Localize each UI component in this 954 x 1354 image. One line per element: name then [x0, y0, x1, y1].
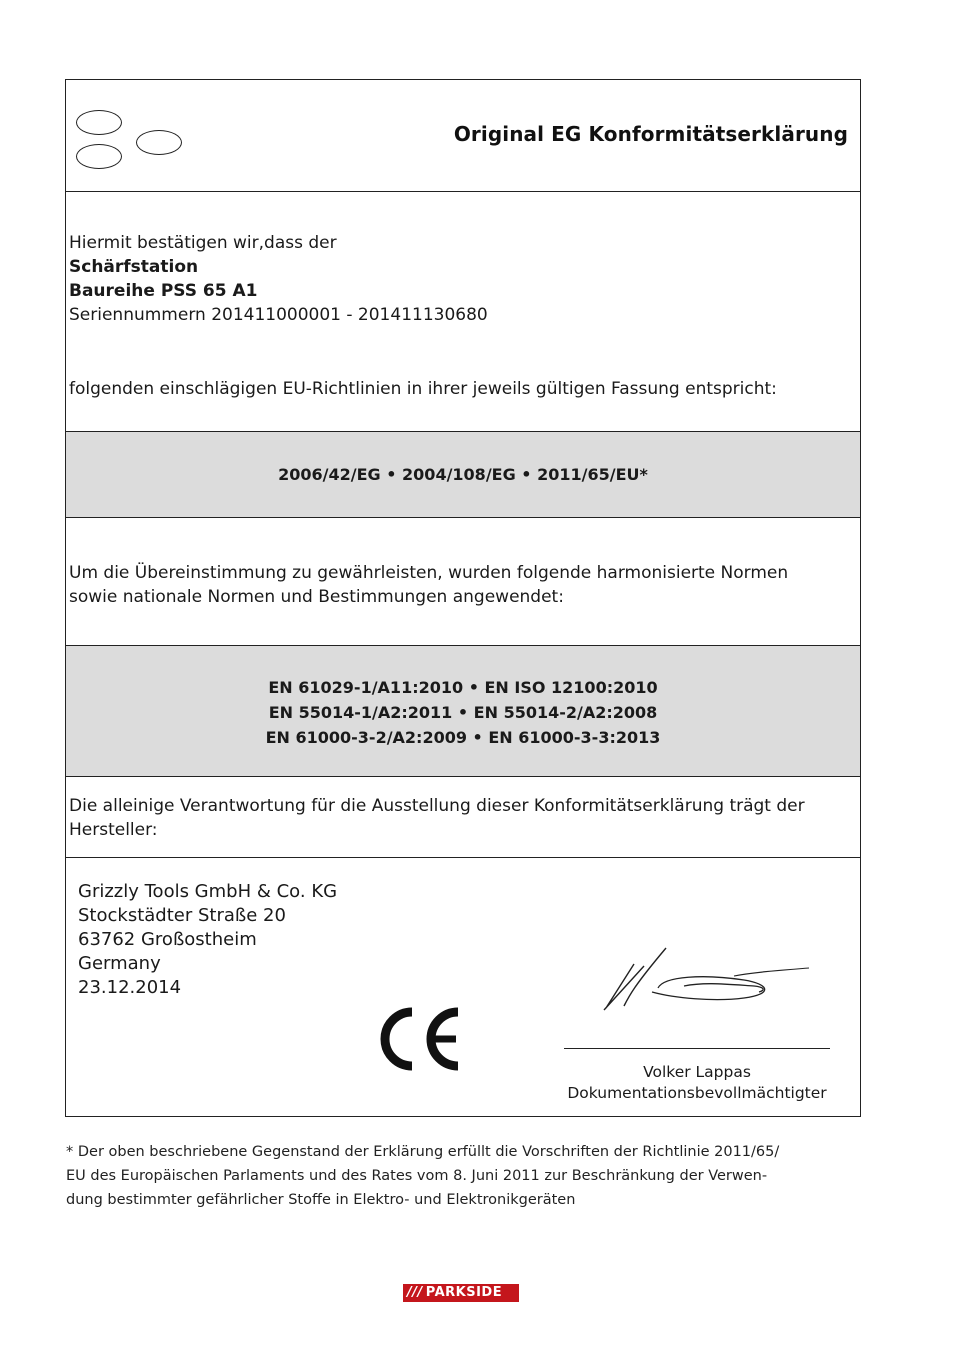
- logo-slashes: ///: [407, 1285, 423, 1300]
- serial-numbers: Seriennummern 201411000001 - 201411130680: [69, 305, 488, 325]
- ce-mark-icon: [376, 1006, 468, 1072]
- intro-section: [66, 192, 860, 432]
- language-oval-2: [76, 144, 122, 169]
- parkside-logo: [403, 1284, 519, 1302]
- responsibility-section: [66, 777, 860, 858]
- intro-line: Hiermit bestätigen wir,dass der: [69, 233, 337, 253]
- language-oval-1: [76, 110, 122, 135]
- footnote: [66, 1140, 866, 1212]
- manufacturer-country: Germany: [78, 953, 161, 974]
- logo-text: PARKSIDE: [425, 1285, 503, 1300]
- footnote-line-1: * Der oben beschriebene Gegenstand der Erklärung erfüllt die Vorschriften der Richtlinie 2011/65/: [66, 1144, 780, 1160]
- manufacturer-section: [66, 858, 860, 1116]
- product-series: Baureihe PSS 65 A1: [69, 281, 258, 301]
- declaration-date: 23.12.2014: [78, 977, 182, 998]
- responsibility-line-2: Hersteller:: [69, 820, 158, 840]
- signature-line: [564, 1048, 830, 1049]
- manufacturer-name: Grizzly Tools GmbH & Co. KG: [78, 881, 338, 902]
- norm-line: EN 61029-1/A11:2010 • EN ISO 12100:2010: [268, 678, 658, 697]
- footnote-line-2: EU des Europäischen Parlaments und des Rates vom 8. Juni 2011 zur Beschränkung der Verwen-: [66, 1168, 768, 1184]
- signature-icon: [594, 946, 814, 1016]
- norm-line: EN 55014-1/A2:2011 • EN 55014-2/A2:2008: [268, 703, 658, 722]
- norms-intro-section: [66, 518, 860, 646]
- manufacturer-street: Stockstädter Straße 20: [78, 905, 286, 926]
- page-title: Original EG Konformitätserklärung: [453, 122, 848, 146]
- norm-line: EN 61000-3-2/A2:2009 • EN 61000-3-3:2013: [265, 728, 661, 747]
- footnote-line-3: dung bestimmter gefährlicher Stoffe in Elektro- und Elektronikgeräten: [66, 1192, 576, 1208]
- header-section: [66, 80, 860, 192]
- signatory-role: Dokumentationsbevollmächtigter: [567, 1084, 827, 1102]
- norms-band: [66, 646, 860, 777]
- directives-band: [66, 432, 860, 518]
- directive-intro: folgenden einschlägigen EU-Richtlinien in ihrer jeweils gültigen Fassung entspricht:: [69, 379, 777, 399]
- language-oval-3: [136, 130, 182, 155]
- signatory-name: Volker Lappas: [643, 1063, 751, 1081]
- directives-list: 2006/42/EG • 2004/108/EG • 2011/65/EU*: [278, 465, 648, 484]
- declaration-frame: [65, 79, 861, 1117]
- norms-intro-line-2: sowie nationale Normen und Bestimmungen angewendet:: [69, 587, 564, 607]
- product-name: Schärfstation: [69, 257, 199, 277]
- responsibility-line-1: Die alleinige Verantwortung für die Ausstellung dieser Konformitätserklärung trägt der: [69, 796, 805, 816]
- manufacturer-city: 63762 Großostheim: [78, 929, 257, 950]
- norms-intro-line-1: Um die Übereinstimmung zu gewährleisten, wurden folgende harmonisierte Normen: [69, 563, 789, 583]
